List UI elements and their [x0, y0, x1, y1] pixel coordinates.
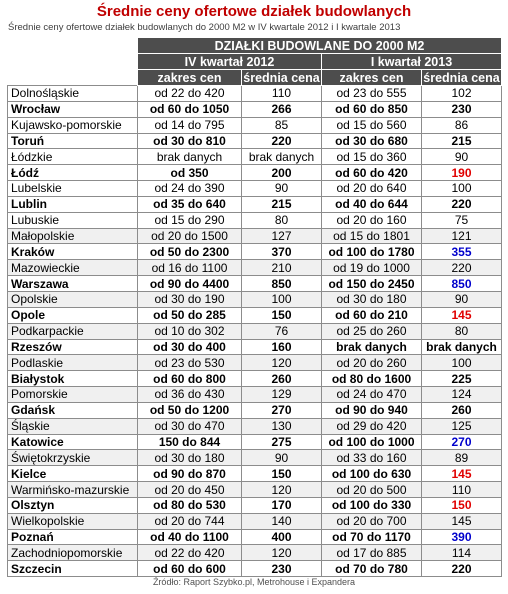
avg-price-q1-2013-cell: 125	[422, 418, 502, 434]
avg-price-q1-2013-cell: 150	[422, 497, 502, 513]
price-range-q1-2013-cell: od 150 do 2450	[322, 276, 422, 292]
price-range-q4-2012-cell: od 36 do 430	[138, 387, 242, 403]
avg-price-q1-2013-cell: 220	[422, 260, 502, 276]
table-row	[8, 86, 502, 102]
table-row	[8, 529, 502, 545]
price-range-q1-2013-cell: od 20 do 700	[322, 513, 422, 529]
avg-price-q1-2013-cell: 220	[422, 561, 502, 577]
avg-price-q1-2013-cell: 230	[422, 101, 502, 117]
region-name-cell: Świętokrzyskie	[8, 450, 138, 466]
region-name-cell: Warszawa	[8, 276, 138, 292]
table-row	[8, 276, 502, 292]
price-range-q4-2012-cell: od 50 do 2300	[138, 244, 242, 260]
avg-price-q4-2012-cell: 850	[242, 276, 322, 292]
price-range-q1-2013-cell: od 100 do 1780	[322, 244, 422, 260]
region-name-cell: Katowice	[8, 434, 138, 450]
price-range-q4-2012-cell: od 60 do 1050	[138, 101, 242, 117]
source-note: Źródło: Raport Szybko.pl, Metrohouse i Expandera	[152, 577, 356, 587]
table-row	[8, 212, 502, 228]
prices-table	[7, 37, 502, 577]
price-range-q1-2013-cell: od 15 do 1801	[322, 228, 422, 244]
price-range-q1-2013-cell: od 30 do 180	[322, 291, 422, 307]
avg-price-q4-2012-cell: 90	[242, 450, 322, 466]
header-row-columns	[8, 70, 502, 86]
table-row	[8, 228, 502, 244]
avg-price-q1-2013-cell: 145	[422, 466, 502, 482]
region-name-cell: Warmińsko-mazurskie	[8, 482, 138, 498]
avg-price-q1-2013-cell: 90	[422, 291, 502, 307]
header-corner	[8, 38, 138, 54]
table-row	[8, 402, 502, 418]
price-range-q4-2012-cell: od 50 do 285	[138, 307, 242, 323]
price-range-q4-2012-cell: od 16 do 1100	[138, 260, 242, 276]
avg-price-q1-2013-cell: 220	[422, 196, 502, 212]
region-name-cell: Mazowieckie	[8, 260, 138, 276]
avg-price-q1-2013-cell: 190	[422, 165, 502, 181]
region-name-cell: Kielce	[8, 466, 138, 482]
avg-price-q1-2013-cell: 110	[422, 482, 502, 498]
table-row	[8, 497, 502, 513]
price-range-q4-2012-cell: od 22 do 420	[138, 545, 242, 561]
region-name-cell: Kujawsko-pomorskie	[8, 117, 138, 133]
avg-price-q1-2013-cell: 215	[422, 133, 502, 149]
price-range-q1-2013-cell: od 19 do 1000	[322, 260, 422, 276]
avg-price-q4-2012-cell: 80	[242, 212, 322, 228]
avg-price-q1-2013-cell: 145	[422, 307, 502, 323]
price-range-q4-2012-cell: od 40 do 1100	[138, 529, 242, 545]
table-row	[8, 307, 502, 323]
region-name-cell: Lubelskie	[8, 181, 138, 197]
avg-price-q1-2013-cell: 89	[422, 450, 502, 466]
price-range-q4-2012-cell: od 30 do 180	[138, 450, 242, 466]
price-range-q4-2012-cell: od 30 do 810	[138, 133, 242, 149]
avg-price-q1-2013-cell: 270	[422, 434, 502, 450]
price-range-q4-2012-cell: od 20 do 450	[138, 482, 242, 498]
region-name-cell: Łódź	[8, 165, 138, 181]
table-row	[8, 339, 502, 355]
header-row-main	[8, 38, 502, 54]
avg-price-q4-2012-cell: 260	[242, 371, 322, 387]
avg-price-q1-2013-cell: 145	[422, 513, 502, 529]
avg-price-q4-2012-cell: 266	[242, 101, 322, 117]
price-range-q1-2013-cell: od 20 do 640	[322, 181, 422, 197]
header-row-periods	[8, 54, 502, 70]
price-range-q4-2012-cell: od 80 do 530	[138, 497, 242, 513]
table-row	[8, 450, 502, 466]
price-range-q1-2013-cell: od 100 do 1000	[322, 434, 422, 450]
price-range-q4-2012-cell: od 350	[138, 165, 242, 181]
table-row	[8, 513, 502, 529]
avg-price-q1-2013-cell: 90	[422, 149, 502, 165]
price-range-q1-2013-cell: od 29 do 420	[322, 418, 422, 434]
table-row	[8, 466, 502, 482]
avg-price-q1-2013-cell: 850	[422, 276, 502, 292]
table-row	[8, 117, 502, 133]
price-range-q1-2013-cell: od 20 do 160	[322, 212, 422, 228]
price-range-q1-2013-cell: od 33 do 160	[322, 450, 422, 466]
avg-price-q4-2012-cell: 220	[242, 133, 322, 149]
avg-price-q4-2012-cell: 85	[242, 117, 322, 133]
price-range-q4-2012-cell: od 30 do 470	[138, 418, 242, 434]
avg-price-q1-2013-cell: 114	[422, 545, 502, 561]
region-name-cell: Podkarpackie	[8, 323, 138, 339]
table-row	[8, 196, 502, 212]
avg-price-q1-2013-cell: 390	[422, 529, 502, 545]
region-name-cell: Lublin	[8, 196, 138, 212]
avg-price-q4-2012-cell: 275	[242, 434, 322, 450]
price-range-q1-2013-cell: od 30 do 680	[322, 133, 422, 149]
price-range-q1-2013-cell: od 15 do 360	[322, 149, 422, 165]
price-range-q4-2012-cell: 150 do 844	[138, 434, 242, 450]
price-range-q1-2013-cell: od 60 do 850	[322, 101, 422, 117]
page-title: Średnie ceny ofertowe działek budowlanych	[96, 3, 412, 20]
region-name-cell: Olsztyn	[8, 497, 138, 513]
period-header-1: IV kwartał 2012	[138, 54, 322, 70]
price-range-q1-2013-cell: od 90 do 940	[322, 402, 422, 418]
avg-price-q4-2012-cell: 120	[242, 355, 322, 371]
avg-price-q4-2012-cell: 120	[242, 545, 322, 561]
price-range-q1-2013-cell: od 70 do 780	[322, 561, 422, 577]
avg-price-q4-2012-cell: 120	[242, 482, 322, 498]
avg-price-q1-2013-cell: 121	[422, 228, 502, 244]
price-range-q4-2012-cell: od 30 do 190	[138, 291, 242, 307]
price-range-q4-2012-cell: od 15 do 290	[138, 212, 242, 228]
avg-price-q4-2012-cell: 110	[242, 86, 322, 102]
avg-price-q1-2013-cell: 100	[422, 355, 502, 371]
avg-price-q4-2012-cell: 210	[242, 260, 322, 276]
region-name-cell: Wrocław	[8, 101, 138, 117]
region-name-cell: Łódzkie	[8, 149, 138, 165]
avg-price-q1-2013-cell: 80	[422, 323, 502, 339]
price-range-q1-2013-cell: od 80 do 1600	[322, 371, 422, 387]
region-name-cell: Lubuskie	[8, 212, 138, 228]
table-row	[8, 561, 502, 577]
price-range-q1-2013-cell: od 60 do 210	[322, 307, 422, 323]
region-name-cell: Kraków	[8, 244, 138, 260]
table-row	[8, 181, 502, 197]
prices-table-body	[8, 38, 502, 577]
avg-price-q1-2013-cell: 124	[422, 387, 502, 403]
price-range-q1-2013-cell: od 100 do 630	[322, 466, 422, 482]
avg-price-q4-2012-cell: 370	[242, 244, 322, 260]
table-row	[8, 244, 502, 260]
price-range-q4-2012-cell: od 90 do 870	[138, 466, 242, 482]
avg-price-q1-2013-cell: 102	[422, 86, 502, 102]
price-range-q4-2012-cell: od 20 do 1500	[138, 228, 242, 244]
avg-price-q4-2012-cell: 160	[242, 339, 322, 355]
table-row	[8, 387, 502, 403]
price-range-q1-2013-cell: od 24 do 470	[322, 387, 422, 403]
region-name-cell: Gdańsk	[8, 402, 138, 418]
price-range-q4-2012-cell: od 14 do 795	[138, 117, 242, 133]
header-corner	[8, 54, 138, 70]
price-range-q1-2013-cell: od 17 do 885	[322, 545, 422, 561]
avg-price-q1-2013-cell: 100	[422, 181, 502, 197]
region-name-cell: Dolnośląskie	[8, 86, 138, 102]
price-range-q1-2013-cell: brak danych	[322, 339, 422, 355]
region-name-cell: Śląskie	[8, 418, 138, 434]
price-range-q1-2013-cell: od 100 do 330	[322, 497, 422, 513]
avg-price-q4-2012-cell: 90	[242, 181, 322, 197]
region-name-cell: Szczecin	[8, 561, 138, 577]
avg-price-q4-2012-cell: 215	[242, 196, 322, 212]
table-row	[8, 355, 502, 371]
table-row	[8, 418, 502, 434]
region-name-cell: Zachodniopomorskie	[8, 545, 138, 561]
region-name-cell: Podlaskie	[8, 355, 138, 371]
region-name-cell: Wielkopolskie	[8, 513, 138, 529]
region-name-cell: Poznań	[8, 529, 138, 545]
price-range-q4-2012-cell: od 60 do 800	[138, 371, 242, 387]
region-name-cell: Toruń	[8, 133, 138, 149]
avg-price-q4-2012-cell: 150	[242, 466, 322, 482]
avg-price-q4-2012-cell: 140	[242, 513, 322, 529]
table-row	[8, 165, 502, 181]
table-row	[8, 291, 502, 307]
region-name-cell: Pomorskie	[8, 387, 138, 403]
table-row	[8, 101, 502, 117]
region-name-cell: Białystok	[8, 371, 138, 387]
price-range-q4-2012-cell: od 90 do 4400	[138, 276, 242, 292]
col-header-avg-1: średnia cena	[243, 70, 320, 85]
table-subtitle: Średnie ceny ofertowe działek budowlanych do 2000 M2 w IV kwartale 2012 i I kwartale 2013	[8, 22, 401, 33]
avg-price-q4-2012-cell: 230	[242, 561, 322, 577]
avg-price-q4-2012-cell: 150	[242, 307, 322, 323]
avg-price-q1-2013-cell: 86	[422, 117, 502, 133]
table-row	[8, 149, 502, 165]
price-range-q1-2013-cell: od 70 do 1170	[322, 529, 422, 545]
avg-price-q4-2012-cell: 270	[242, 402, 322, 418]
table-row	[8, 323, 502, 339]
price-range-q1-2013-cell: od 60 do 420	[322, 165, 422, 181]
price-range-q4-2012-cell: od 23 do 530	[138, 355, 242, 371]
avg-price-q4-2012-cell: 100	[242, 291, 322, 307]
price-range-q1-2013-cell: od 15 do 560	[322, 117, 422, 133]
table-row	[8, 545, 502, 561]
table-row	[8, 434, 502, 450]
avg-price-q4-2012-cell: 170	[242, 497, 322, 513]
avg-price-q4-2012-cell: brak danych	[242, 149, 322, 165]
avg-price-q1-2013-cell: 75	[422, 212, 502, 228]
main-header: DZIAŁKI BUDOWLANE DO 2000 M2	[138, 38, 502, 54]
avg-price-q1-2013-cell: 355	[422, 244, 502, 260]
price-range-q1-2013-cell: od 20 do 260	[322, 355, 422, 371]
price-range-q1-2013-cell: od 20 do 500	[322, 482, 422, 498]
price-range-q4-2012-cell: od 30 do 400	[138, 339, 242, 355]
price-range-q1-2013-cell: od 23 do 555	[322, 86, 422, 102]
price-range-q4-2012-cell: od 10 do 302	[138, 323, 242, 339]
region-name-cell: Rzeszów	[8, 339, 138, 355]
avg-price-q4-2012-cell: 400	[242, 529, 322, 545]
table-row	[8, 260, 502, 276]
price-range-q4-2012-cell: od 20 do 744	[138, 513, 242, 529]
table-row	[8, 482, 502, 498]
table-row	[8, 371, 502, 387]
price-range-q4-2012-cell: brak danych	[138, 149, 242, 165]
col-header-range-1: zakres cen	[138, 70, 242, 86]
price-range-q4-2012-cell: od 22 do 420	[138, 86, 242, 102]
price-range-q1-2013-cell: od 40 do 644	[322, 196, 422, 212]
region-name-cell: Małopolskie	[8, 228, 138, 244]
header-corner	[8, 70, 138, 86]
price-range-q4-2012-cell: od 35 do 640	[138, 196, 242, 212]
price-range-q4-2012-cell: od 24 do 390	[138, 181, 242, 197]
col-header-avg-2: średnia cena	[423, 70, 500, 85]
avg-price-q4-2012-cell: 200	[242, 165, 322, 181]
table-row	[8, 133, 502, 149]
avg-price-q4-2012-cell: 129	[242, 387, 322, 403]
region-name-cell: Opolskie	[8, 291, 138, 307]
avg-price-q1-2013-cell: 225	[422, 371, 502, 387]
price-range-q4-2012-cell: od 50 do 1200	[138, 402, 242, 418]
period-header-2: I kwartał 2013	[322, 54, 502, 70]
price-range-q4-2012-cell: od 60 do 600	[138, 561, 242, 577]
col-header-range-2: zakres cen	[322, 70, 422, 86]
avg-price-q4-2012-cell: 130	[242, 418, 322, 434]
region-name-cell: Opole	[8, 307, 138, 323]
avg-price-q1-2013-cell: brak danych	[422, 339, 502, 355]
avg-price-q4-2012-cell: 76	[242, 323, 322, 339]
price-range-q1-2013-cell: od 25 do 260	[322, 323, 422, 339]
avg-price-q1-2013-cell: 260	[422, 402, 502, 418]
avg-price-q4-2012-cell: 127	[242, 228, 322, 244]
